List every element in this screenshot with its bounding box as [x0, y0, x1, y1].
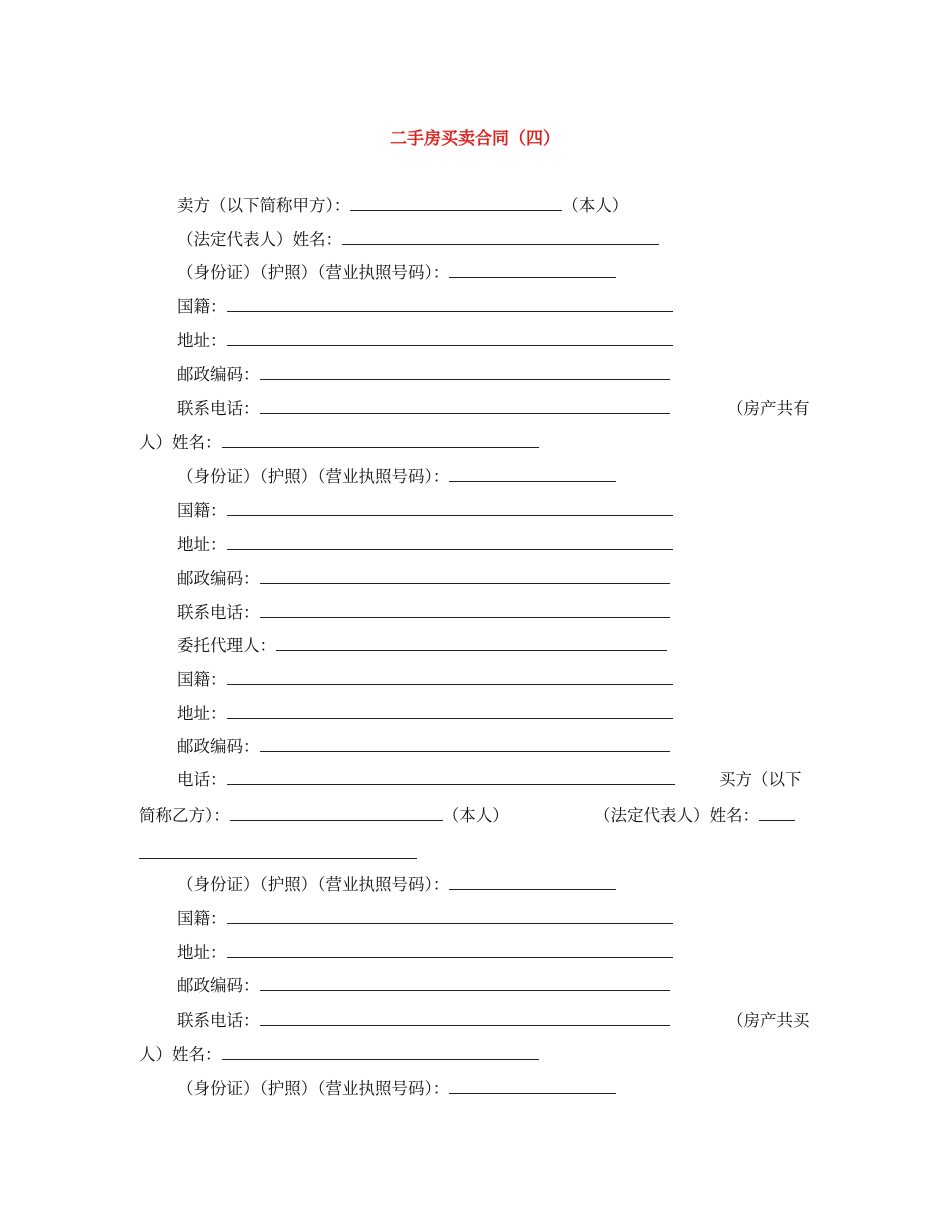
buyer-nationality-line: [177, 908, 673, 930]
agent-line: [177, 635, 667, 657]
phone-blank[interactable]: [260, 398, 670, 414]
nationality-blank[interactable]: [227, 908, 673, 924]
postcode-blank[interactable]: [260, 975, 670, 991]
postcode-label: 邮政编码：: [177, 976, 260, 995]
buyer-phone-line: [177, 1010, 670, 1032]
legal-rep-name-blank-continued[interactable]: [139, 843, 417, 859]
address-label: 地址：: [177, 535, 227, 554]
agent-postcode-line: [177, 736, 670, 758]
co-owner-name-label: 人）姓名：: [139, 433, 222, 452]
co-owner-name-blank[interactable]: [222, 432, 539, 448]
postcode-label: 邮政编码：: [177, 569, 260, 588]
nationality-label: 国籍：: [177, 501, 227, 520]
legal-rep-name-label: （法定代表人）姓名：: [594, 806, 759, 825]
address-label: 地址：: [177, 943, 227, 962]
co-buyer-id-line: [177, 1078, 616, 1100]
id-blank[interactable]: [449, 466, 616, 482]
nationality-label: 国籍：: [177, 670, 227, 689]
agent-address-line: [177, 703, 673, 725]
phone-label: 联系电话：: [177, 603, 260, 622]
co-owner-label-start: （房产共有: [727, 399, 810, 418]
agent-nationality-line: [177, 669, 673, 691]
co-owner-name-line: [139, 432, 539, 454]
buyer-label-start: 买方（以下: [719, 770, 802, 789]
address-blank[interactable]: [227, 703, 673, 719]
buyer-blank[interactable]: [230, 805, 443, 821]
address-label: 地址：: [177, 704, 227, 723]
co-buyer-name-blank[interactable]: [222, 1044, 539, 1060]
seller-postcode-line: [177, 364, 670, 386]
id-label: （身份证）（护照）（营业执照号码）：: [177, 263, 450, 282]
nationality-blank[interactable]: [227, 500, 673, 516]
buyer-self-label: （本人）: [442, 806, 509, 825]
seller-phone-line: [177, 398, 670, 420]
seller-label: 卖方（以下简称甲方）：: [177, 196, 351, 215]
buyer-label: 简称乙方）：: [139, 806, 230, 825]
phone-label: 电话：: [177, 770, 227, 789]
id-blank[interactable]: [449, 262, 616, 278]
address-label: 地址：: [177, 331, 227, 350]
co-buyer-name-label: 人）姓名：: [139, 1045, 222, 1064]
buyer-address-line: [177, 942, 673, 964]
seller-legal-rep-line: [177, 229, 659, 251]
legal-rep-name-blank[interactable]: [342, 229, 659, 245]
postcode-blank[interactable]: [260, 568, 670, 584]
nationality-label: 国籍：: [177, 909, 227, 928]
seller-id-line: [177, 262, 616, 284]
co-owner-nationality-line: [177, 500, 673, 522]
address-blank[interactable]: [227, 942, 673, 958]
agent-phone-line: [177, 769, 675, 791]
nationality-label: 国籍：: [177, 297, 227, 316]
buyer-postcode-line: [177, 975, 670, 997]
address-blank[interactable]: [227, 330, 673, 346]
buyer-id-line: [177, 874, 616, 896]
co-owner-id-line: [177, 466, 616, 488]
co-buyer-label-start: （房产共买: [727, 1011, 810, 1030]
seller-self-label: （本人）: [562, 196, 629, 215]
id-label: （身份证）（护照）（营业执照号码）：: [177, 1079, 450, 1098]
phone-blank[interactable]: [260, 1010, 670, 1026]
nationality-blank[interactable]: [227, 296, 673, 312]
postcode-blank[interactable]: [260, 364, 670, 380]
nationality-blank[interactable]: [227, 669, 673, 685]
seller-line: [177, 195, 628, 217]
co-owner-phone-line: [177, 602, 670, 624]
postcode-label: 邮政编码：: [177, 737, 260, 756]
co-buyer-name-line: [139, 1044, 539, 1066]
id-label: （身份证）（护照）（营业执照号码）：: [177, 875, 450, 894]
postcode-label: 邮政编码：: [177, 365, 260, 384]
contract-title: 二手房买卖合同（四）: [390, 129, 560, 149]
co-owner-postcode-line: [177, 568, 670, 590]
buyer-legal-rep-line: [594, 805, 795, 827]
id-blank[interactable]: [449, 874, 616, 890]
phone-label: 联系电话：: [177, 399, 260, 418]
co-owner-address-line: [177, 534, 673, 556]
seller-address-line: [177, 330, 673, 352]
legal-rep-name-blank[interactable]: [759, 805, 795, 821]
postcode-blank[interactable]: [260, 736, 670, 752]
address-blank[interactable]: [227, 534, 673, 550]
seller-nationality-line: [177, 296, 673, 318]
id-blank[interactable]: [449, 1078, 616, 1094]
id-label: （身份证）（护照）（营业执照号码）：: [177, 467, 450, 486]
legal-rep-name-label: （法定代表人）姓名：: [177, 230, 342, 249]
phone-blank[interactable]: [227, 769, 675, 785]
phone-label: 联系电话：: [177, 1011, 260, 1030]
agent-blank[interactable]: [276, 635, 667, 651]
buyer-line: [139, 805, 509, 827]
phone-blank[interactable]: [260, 602, 670, 618]
seller-blank[interactable]: [350, 195, 562, 211]
agent-label: 委托代理人：: [177, 636, 276, 655]
